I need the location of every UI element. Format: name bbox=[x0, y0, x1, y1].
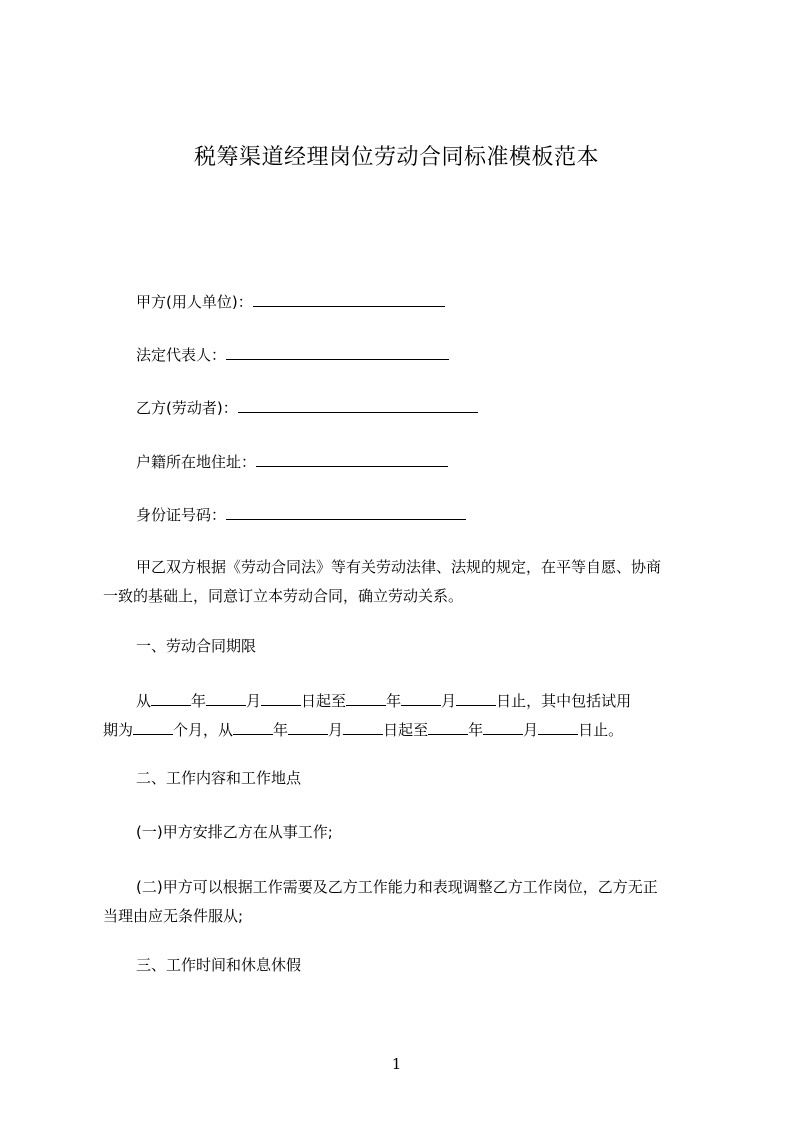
household-address-label: 户籍所在地住址： bbox=[136, 453, 257, 471]
section-1-heading: 一、劳动合同期限 bbox=[136, 637, 257, 655]
party-a-label: 甲方(用人单位)： bbox=[136, 293, 253, 311]
term-month-4: 月 bbox=[523, 721, 539, 739]
intro-line-1: 甲乙双方根据《劳动合同法》等有关劳动法律、法规的规定，在平等自愿、协商 bbox=[136, 558, 662, 576]
household-address-blank bbox=[256, 451, 448, 467]
term-start-suffix: 日起至 bbox=[301, 692, 347, 710]
probation-start-month-blank bbox=[288, 720, 328, 735]
term-paragraph bbox=[103, 687, 701, 745]
party-b-field bbox=[136, 397, 478, 418]
probation-end-day-blank bbox=[538, 720, 578, 735]
probation-end-year-blank bbox=[428, 720, 468, 735]
household-address-field bbox=[136, 451, 448, 472]
party-b-label: 乙方(劳动者)： bbox=[136, 399, 238, 417]
intro-paragraph bbox=[103, 553, 701, 611]
term-month-1: 月 bbox=[246, 692, 262, 710]
start-day-blank bbox=[261, 691, 301, 706]
start-year-blank bbox=[151, 691, 191, 706]
legal-rep-label: 法定代表人： bbox=[136, 346, 227, 364]
probation-end: 日止。 bbox=[578, 721, 624, 739]
term-year-4: 年 bbox=[468, 721, 484, 739]
probation-start-year-blank bbox=[233, 720, 273, 735]
page-number: 1 bbox=[391, 1055, 402, 1073]
section-3-heading: 三、工作时间和休息休假 bbox=[136, 956, 302, 974]
legal-rep-blank bbox=[226, 344, 449, 360]
probation-prefix: 期为 bbox=[103, 721, 134, 739]
term-month-3: 月 bbox=[328, 721, 344, 739]
end-year-blank bbox=[346, 691, 386, 706]
term-year-3: 年 bbox=[273, 721, 289, 739]
term-month-2: 月 bbox=[441, 692, 457, 710]
term-end-suffix: 日止，其中包括试用 bbox=[496, 692, 632, 710]
intro-line-2: 一致的基础上，同意订立本劳动合同，确立劳动关系。 bbox=[103, 587, 464, 605]
legal-rep-field bbox=[136, 344, 449, 365]
end-day-blank bbox=[456, 691, 496, 706]
probation-months-blank bbox=[133, 720, 173, 735]
id-number-field bbox=[136, 504, 466, 525]
probation-end-month-blank bbox=[483, 720, 523, 735]
probation-start-day-blank bbox=[343, 720, 383, 735]
party-a-blank bbox=[253, 291, 445, 307]
section-2-heading: 二、工作内容和工作地点 bbox=[136, 769, 302, 787]
term-year-2: 年 bbox=[386, 692, 402, 710]
clause-2-1: (一)甲方安排乙方在从事工作; bbox=[136, 823, 333, 841]
party-a-field bbox=[136, 291, 445, 312]
term-year-1: 年 bbox=[191, 692, 207, 710]
probation-unit: 个月，从 bbox=[173, 721, 234, 739]
document-title: 税筹渠道经理岗位劳动合同标准模板范本 bbox=[193, 145, 599, 170]
clause-2-2 bbox=[103, 873, 701, 931]
probation-start-suffix: 日起至 bbox=[383, 721, 429, 739]
party-b-blank bbox=[238, 397, 478, 413]
clause-2-2-line-1: (二)甲方可以根据工作需要及乙方工作能力和表现调整乙方工作岗位，乙方无正 bbox=[136, 878, 658, 896]
start-month-blank bbox=[206, 691, 246, 706]
id-number-label: 身份证号码： bbox=[136, 506, 227, 524]
id-number-blank bbox=[226, 504, 466, 520]
term-from: 从 bbox=[136, 692, 152, 710]
end-month-blank bbox=[401, 691, 441, 706]
clause-2-2-line-2: 当理由应无条件服从; bbox=[103, 907, 244, 925]
